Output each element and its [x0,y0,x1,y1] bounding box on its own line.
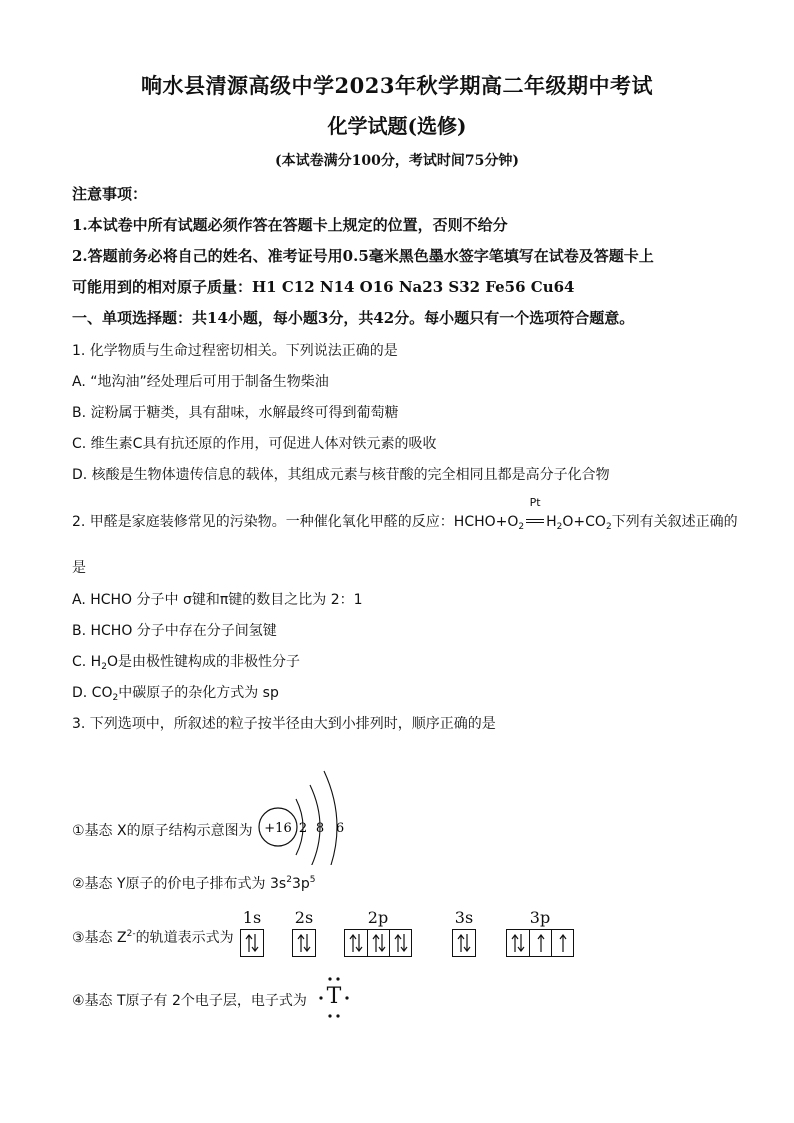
electron-dots [314,976,354,1020]
orbital-box [367,930,389,956]
q2-stem-continued: 是 [72,560,86,576]
notice-item-1: 1.本试卷中所有试题必须作答在答题卡上规定的位置，否则不给分 [72,216,508,234]
orbital-group-2p [344,929,412,957]
q2-option-b: B. HCHO 分子中存在分子间氢键 [72,623,277,639]
q2-c-part-a: C. H [72,654,102,670]
q2-d-part-a: D. CO [72,685,113,701]
orbital-arrows [295,932,313,954]
orbital-arrows [347,932,365,954]
orbital-box [345,930,367,956]
orbital-arrows [243,932,261,954]
exam-subtitle: 化学试题(选修) [327,114,467,138]
notice-heading: 注意事项： [72,185,148,203]
orbital-arrows [509,932,527,954]
q2-d-subscript: 2 [112,693,119,703]
q3-item-3-sup: 2- [126,929,136,939]
q2-stem-part-d: 下列有关叙述正确的 [611,514,738,530]
q2-d-part-b: 中碳原子的杂化方式为 sp [118,685,279,701]
q3-item-4-text: ④基态 T原子有 2个电子层，电子式为 [72,993,307,1009]
atom-structure-diagram [252,745,362,865]
catalyst-label: Pt [529,496,541,509]
q1-option-c: C. 维生素C具有抗还原的作用，可促进人体对铁元素的吸收 [72,436,437,452]
q2-option-d [72,682,279,703]
orbital-arrows [532,932,550,954]
orbital-label-3s: 3s [454,908,474,927]
q3-item-2-mid: 3p [291,876,310,892]
orbital-box [453,930,475,956]
o2-subscript: 2 [518,522,525,532]
orbital-label-3p: 3p [529,908,551,927]
orbital-label-2p: 2p [367,908,389,927]
q1-option-b: B. 淀粉属于糖类，具有甜味，水解最终可得到葡萄糖 [72,405,399,421]
orbital-group-3p [506,929,574,957]
electron-dot-formula [314,976,354,1020]
orbital-box [551,930,573,956]
orbital-arrows [554,932,572,954]
q3-item-3-text-b: 的轨道表示式为 [135,930,234,946]
q2-option-c [72,651,300,672]
q3-item-2 [72,873,315,893]
q1-stem: 1. 化学物质与生命过程密切相关。下列说法正确的是 [72,343,398,359]
q1-option-d: D. 核酸是生物体遗传信息的载体，其组成元素与核苷酸的完全相同且都是高分子化合物 [72,467,610,483]
q2-c-subscript: 2 [101,662,107,672]
shell-arc-3 [324,771,337,865]
orbital-group-2s [292,929,316,957]
shell-electrons-1: 2 [298,821,308,836]
shell-electrons-3: 6 [335,821,345,836]
q3-item-3-text-a: ③基态 Z [72,930,127,946]
q2-option-a: A. HCHO 分子中 σ键和π键的数目之比为 2：1 [72,592,363,608]
shell-electrons-2: 8 [315,821,325,836]
q2-stem-part-b: H [546,514,557,530]
co2-subscript: 2 [605,522,612,532]
orbital-box [389,930,411,956]
orbital-arrows [392,932,410,954]
q1-option-a: A. “地沟油”经处理后可用于制备生物柴油 [72,374,329,390]
reaction-arrow [524,496,546,530]
orbital-label-2s: 2s [294,908,314,927]
orbital-box [241,930,263,956]
exam-title: 响水县清源高级中学2023年秋学期高二年级期中考试 [141,73,653,98]
q3-item-3 [72,927,234,947]
orbital-arrows [370,932,388,954]
notice-item-2: 2.答题前务必将自己的姓名、准考证号用0.5毫米黑色墨水签字笔填写在试卷及答题卡上 [72,247,654,265]
q3-stem: 3. 下列选项中，所叙述的粒子按半径由大到小排列时，顺序正确的是 [72,716,496,732]
q2-c-part-b: O是由极性键构成的非极性分子 [106,654,300,670]
q3-item-1-text: ①基态 X的原子结构示意图为 [72,823,253,839]
q3-item-2-sup-2: 5 [309,875,316,885]
section-heading: 一、单项选择题：共14小题，每小题3分，共42分。每小题只有一个选项符合题意。 [72,309,635,327]
q3-item-2-sup-1: 2 [286,875,292,885]
orbital-group-3s [452,929,476,957]
orbital-group-1s [240,929,264,957]
exam-note: (本试卷满分100分，考试时间75分钟) [275,153,519,169]
q2-stem [72,496,738,532]
nucleus-charge: +16 [264,821,292,836]
q3-item-2-text: ②基态 Y原子的价电子排布式为 3s [72,876,287,892]
q2-stem-part-c: O+CO [562,514,606,530]
orbital-label-1s: 1s [242,908,262,927]
orbital-arrows [455,932,473,954]
orbital-box [507,930,529,956]
q2-stem-part-a: 2. 甲醛是家庭装修常见的污染物。一种催化氧化甲醛的反应：HCHO+O [72,514,519,530]
orbital-box [293,930,315,956]
atomic-masses: 可能用到的相对原子质量：H1 C12 N14 O16 Na23 S32 Fe56 Cu64 [72,278,575,296]
electron-symbol: T [326,984,342,1009]
h2o-subscript: 2 [556,522,563,532]
orbital-box [529,930,551,956]
